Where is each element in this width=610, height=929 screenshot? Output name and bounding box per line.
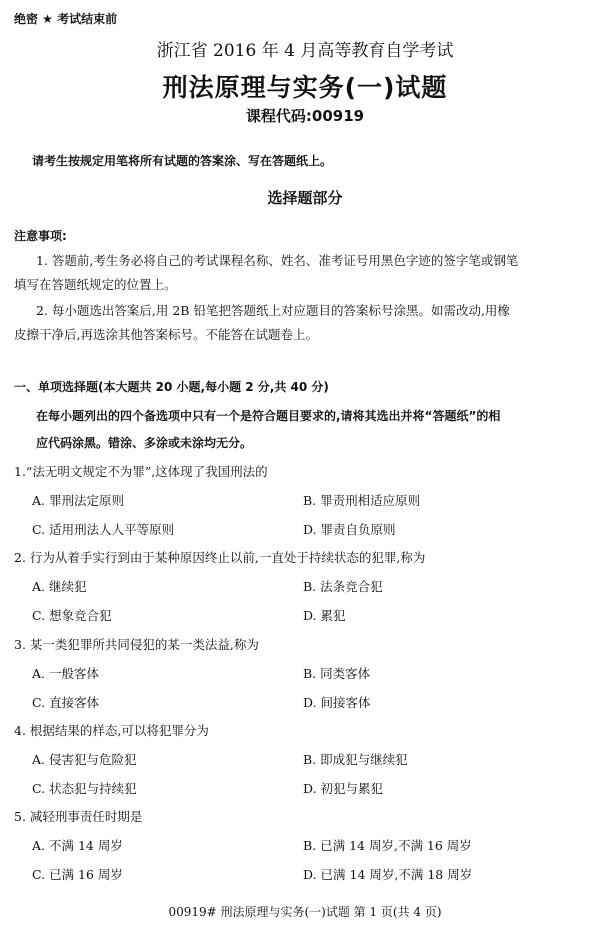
option-a: A. 继续犯 — [32, 579, 87, 594]
option-c: C. 适用刑法人人平等原则 — [32, 522, 175, 537]
page-footer: 00919# 刑法原理与实务(一)试题 第 1 页(共 4 页) — [168, 905, 442, 919]
note-line: 2. 每小题选出答案后,用 2B 铅笔把答题纸上对应题目的答案标号涂黑。如需改动,用橡 — [36, 303, 510, 318]
option-a: A. 一般客体 — [32, 666, 99, 681]
option-c: C. 状态犯与持续犯 — [32, 781, 137, 796]
question-section-title: 一、单项选择题(本大题共 20 小题,每小题 2 分,共 40 分) — [14, 380, 329, 394]
question-stem: 5. 减轻刑事责任时期是 — [14, 809, 143, 824]
course-code: 课程代码:00919 — [245, 107, 365, 125]
option-a: A. 侵害犯与危险犯 — [32, 752, 137, 767]
note-line: 1. 答题前,考生务必将自己的考试课程名称、姓名、准考证号用黑色字迹的签字笔或钢笔 — [36, 253, 519, 268]
option-d: D. 初犯与累犯 — [303, 781, 384, 796]
section-part-title: 选择题部分 — [267, 189, 343, 207]
option-d: D. 间接客体 — [303, 695, 371, 710]
option-d: D. 累犯 — [303, 608, 346, 623]
note-line: 皮擦干净后,再选涂其他答案标号。不能答在试题卷上。 — [14, 327, 318, 342]
question-stem: 4. 根据结果的样态,可以将犯罪分为 — [14, 723, 209, 738]
question-stem: 2. 行为从着手实行到由于某种原因终止以前,一直处于持续状态的犯罪,称为 — [14, 550, 426, 565]
question-stem: 3. 某一类犯罪所共同侵犯的某一类法益,称为 — [14, 637, 259, 652]
secret-mark: 绝密 ★ 考试结束前 — [14, 12, 118, 26]
question-instruction: 应代码涂黑。错涂、多涂或未涂均无分。 — [36, 436, 253, 450]
answer-instruction: 请考生按规定用笔将所有试题的答案涂、写在答题纸上。 — [32, 154, 333, 168]
option-c: C. 想象竞合犯 — [32, 608, 112, 623]
question-instruction: 在每小题列出的四个备选项中只有一个是符合题目要求的,请将其选出并将“答题纸”的相 — [36, 409, 501, 423]
exam-name: 浙江省 2016 年 4 月高等教育自学考试 — [156, 41, 454, 61]
note-line: 填写在答题纸规定的位置上。 — [14, 277, 177, 292]
option-a: A. 罪刑法定原则 — [32, 493, 124, 508]
option-d: D. 罪责自负原则 — [303, 522, 396, 537]
notes-heading: 注意事项: — [14, 229, 67, 243]
question-stem: 1.“法无明文规定不为罪”,这体现了我国刑法的 — [14, 464, 268, 479]
option-b: B. 法条竞合犯 — [303, 579, 383, 594]
option-b: B. 已满 14 周岁,不满 16 周岁 — [303, 838, 472, 853]
option-d: D. 已满 14 周岁,不满 18 周岁 — [303, 867, 473, 882]
option-c: C. 已满 16 周岁 — [32, 867, 123, 882]
option-b: B. 即成犯与继续犯 — [303, 752, 408, 767]
option-b: B. 同类客体 — [303, 666, 371, 681]
paper-title: 刑法原理与实务(一)试题 — [162, 73, 448, 102]
option-a: A. 不满 14 周岁 — [32, 838, 123, 853]
option-c: C. 直接客体 — [32, 695, 100, 710]
option-b: B. 罪责刑相适应原则 — [303, 493, 421, 508]
